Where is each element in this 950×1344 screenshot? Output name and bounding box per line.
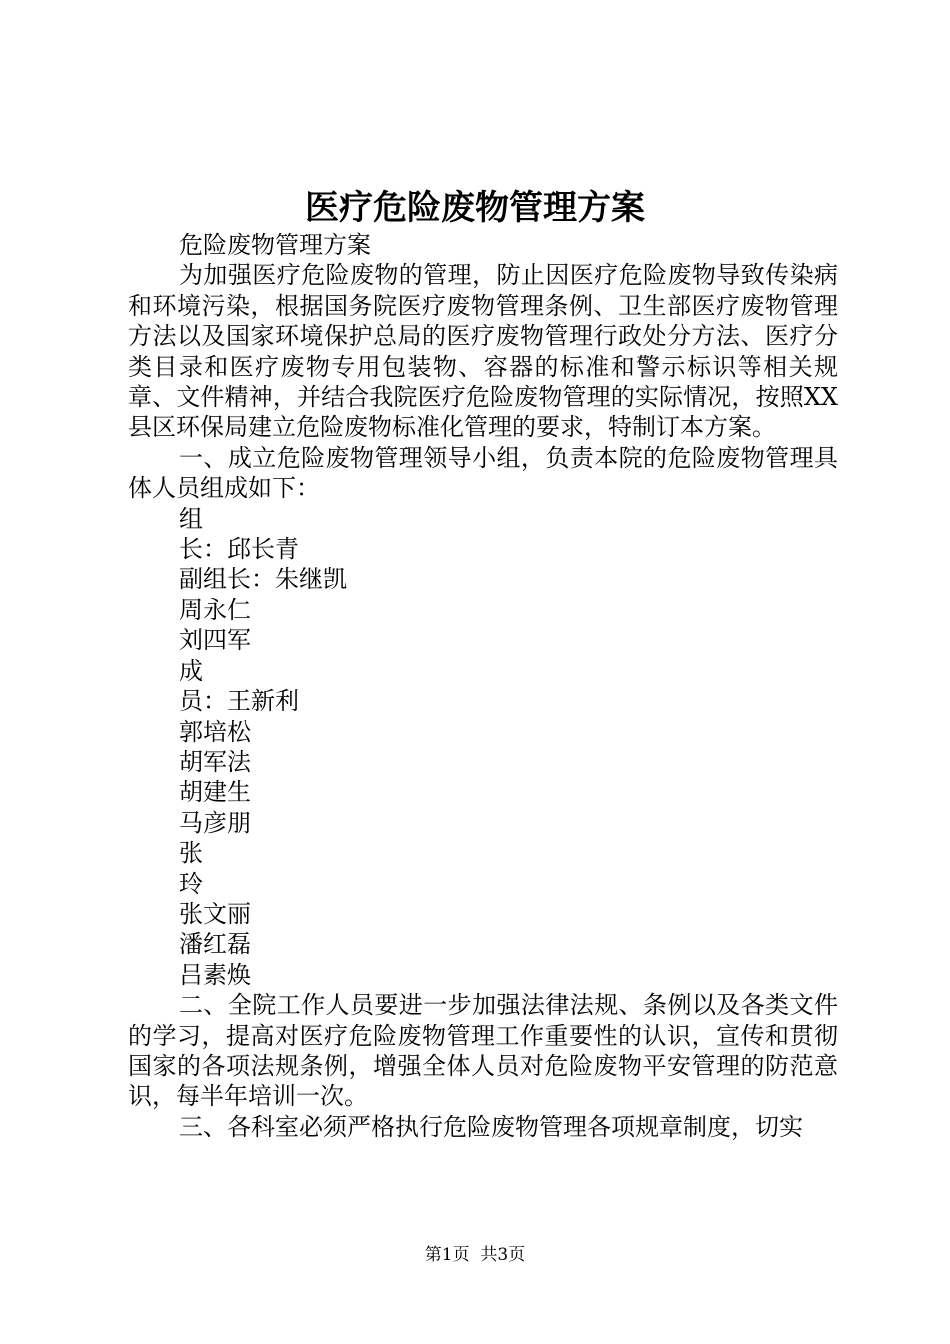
member-line: 员：王新利 xyxy=(179,687,299,716)
member-line: 张 xyxy=(179,839,203,868)
member-line: 胡建生 xyxy=(179,778,251,807)
member-line: 周永仁 xyxy=(179,595,251,624)
member-line: 吕素焕 xyxy=(179,960,251,989)
member-line: 成 xyxy=(179,656,203,685)
page-number: 第1页 xyxy=(424,1245,470,1265)
member-line: 马彦朋 xyxy=(179,808,251,837)
member-line: 组 xyxy=(179,504,203,533)
member-line: 潘红磊 xyxy=(179,930,251,959)
member-line: 长：邱长青 xyxy=(179,535,299,564)
section-three-paragraph: 三、各科室必须严格执行危险废物管理各项规章制度，切实 xyxy=(179,1112,803,1141)
member-line: 郭培松 xyxy=(179,717,251,746)
section-one-paragraph: 一、成立危险废物管理领导小组，负责本院的危险废物管理具体人员组成如下： xyxy=(128,443,838,503)
member-line: 刘四军 xyxy=(179,626,251,655)
member-line: 副组长：朱继凯 xyxy=(179,565,347,594)
page-footer xyxy=(0,1243,950,1267)
document-body xyxy=(128,230,838,1142)
section-two-paragraph: 二、全院工作人员要进一步加强法律法规、条例以及各类文件的学习，提高对医疗危险废物管理工作重要性的认识，宣传和贯彻国家的各项法规条例，增强全体人员对危险废物平安管理的防范意识，每半年培训一次。 xyxy=(128,991,838,1111)
intro-paragraph: 为加强医疗危险废物的管理，防止因医疗危险废物导致传染病和环境污染，根据国务院医疗废物管理条例、卫生部医疗废物管理方法以及国家环境保护总局的医疗废物管理行政处分方法、医疗分类目录和医疗废物专用包装物、容器的标准和警示标识等相关规章、文件精神，并结合我院医疗危险废物管理的实际情况，按照XX县区环保局建立危险废物标准化管理的要求，特制订本方案。 xyxy=(128,261,838,442)
page-total: 共3页 xyxy=(480,1245,526,1265)
document-title: 医疗危险废物管理方案 xyxy=(305,188,645,228)
subtitle-paragraph: 危险废物管理方案 xyxy=(179,231,371,259)
member-line: 玲 xyxy=(179,869,203,898)
member-line: 张文丽 xyxy=(179,899,251,928)
member-line: 胡军法 xyxy=(179,747,251,776)
